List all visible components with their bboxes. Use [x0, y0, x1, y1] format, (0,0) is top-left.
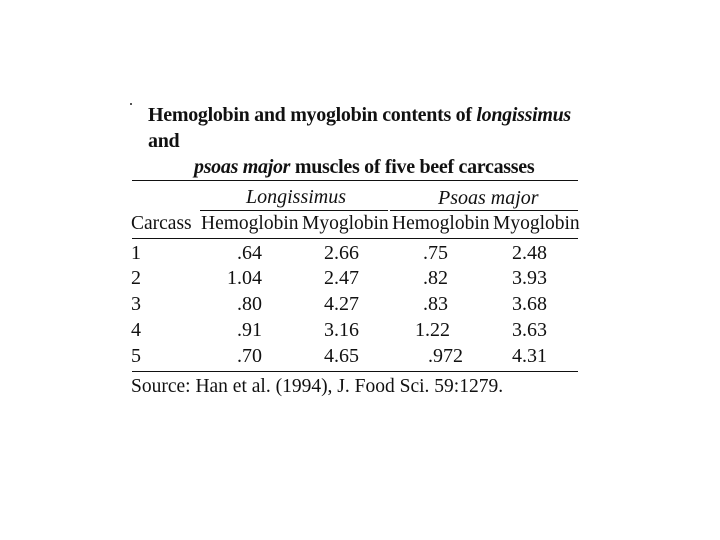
title-line1-end: and	[148, 130, 180, 152]
row-5-longissimus-hemoglobin: .70	[237, 345, 262, 367]
source-citation: Source: Han et al. (1994), J. Food Sci. 59:1279.	[131, 376, 504, 397]
row-1-longissimus-hemoglobin: .64	[237, 242, 262, 264]
row-2-longissimus-hemoglobin: 1.04	[227, 267, 262, 289]
row-5-psoas-myoglobin: 4.31	[512, 345, 547, 367]
row-4-carcass: 4	[131, 319, 141, 341]
column-header-psoas-hemoglobin: Hemoglobin	[392, 213, 490, 234]
row-5-psoas-hemoglobin: .972	[428, 345, 463, 367]
title-line2-text: muscles of five beef carcasses	[290, 156, 535, 178]
column-header-longissimus-myoglobin: Myoglobin	[302, 213, 389, 234]
row-5-longissimus-myoglobin: 4.65	[324, 345, 359, 367]
title-psoas-major: psoas major	[194, 156, 291, 178]
row-4-psoas-hemoglobin: 1.22	[415, 319, 450, 341]
row-3-psoas-myoglobin: 3.68	[512, 293, 547, 315]
row-4-longissimus-myoglobin: 3.16	[324, 319, 359, 341]
longissimus-underline	[200, 210, 388, 211]
group-header-longissimus: Longissimus	[246, 186, 347, 208]
title-longissimus: longissimus	[476, 104, 571, 126]
row-1-carcass: 1	[131, 242, 141, 264]
row-2-psoas-myoglobin: 3.93	[512, 267, 547, 289]
row-5-carcass: 5	[131, 345, 141, 367]
column-header-psoas-myoglobin: Myoglobin	[493, 213, 580, 234]
row-3-carcass: 3	[131, 293, 141, 315]
group-header-psoas-major: Psoas major	[438, 187, 539, 209]
row-4-longissimus-hemoglobin: .91	[237, 319, 262, 341]
scan-mark	[130, 103, 132, 105]
row-2-psoas-hemoglobin: .82	[423, 267, 448, 289]
column-header-carcass: Carcass	[131, 213, 192, 234]
title-line1-text: Hemoglobin and myoglobin contents of	[148, 104, 477, 126]
bottom-rule	[132, 371, 578, 372]
row-3-longissimus-myoglobin: 4.27	[324, 293, 359, 315]
top-rule	[132, 180, 578, 181]
header-rule	[132, 238, 578, 239]
row-1-longissimus-myoglobin: 2.66	[324, 242, 359, 264]
column-header-longissimus-hemoglobin: Hemoglobin	[201, 213, 299, 234]
row-2-carcass: 2	[131, 267, 141, 289]
row-1-psoas-myoglobin: 2.48	[512, 242, 547, 264]
row-1-psoas-hemoglobin: .75	[423, 242, 448, 264]
table-title	[148, 102, 588, 180]
row-2-longissimus-myoglobin: 2.47	[324, 267, 359, 289]
title-line2	[148, 154, 588, 180]
psoas-major-underline	[390, 210, 578, 211]
row-3-longissimus-hemoglobin: .80	[237, 293, 262, 315]
row-4-psoas-myoglobin: 3.63	[512, 319, 547, 341]
row-3-psoas-hemoglobin: .83	[423, 293, 448, 315]
